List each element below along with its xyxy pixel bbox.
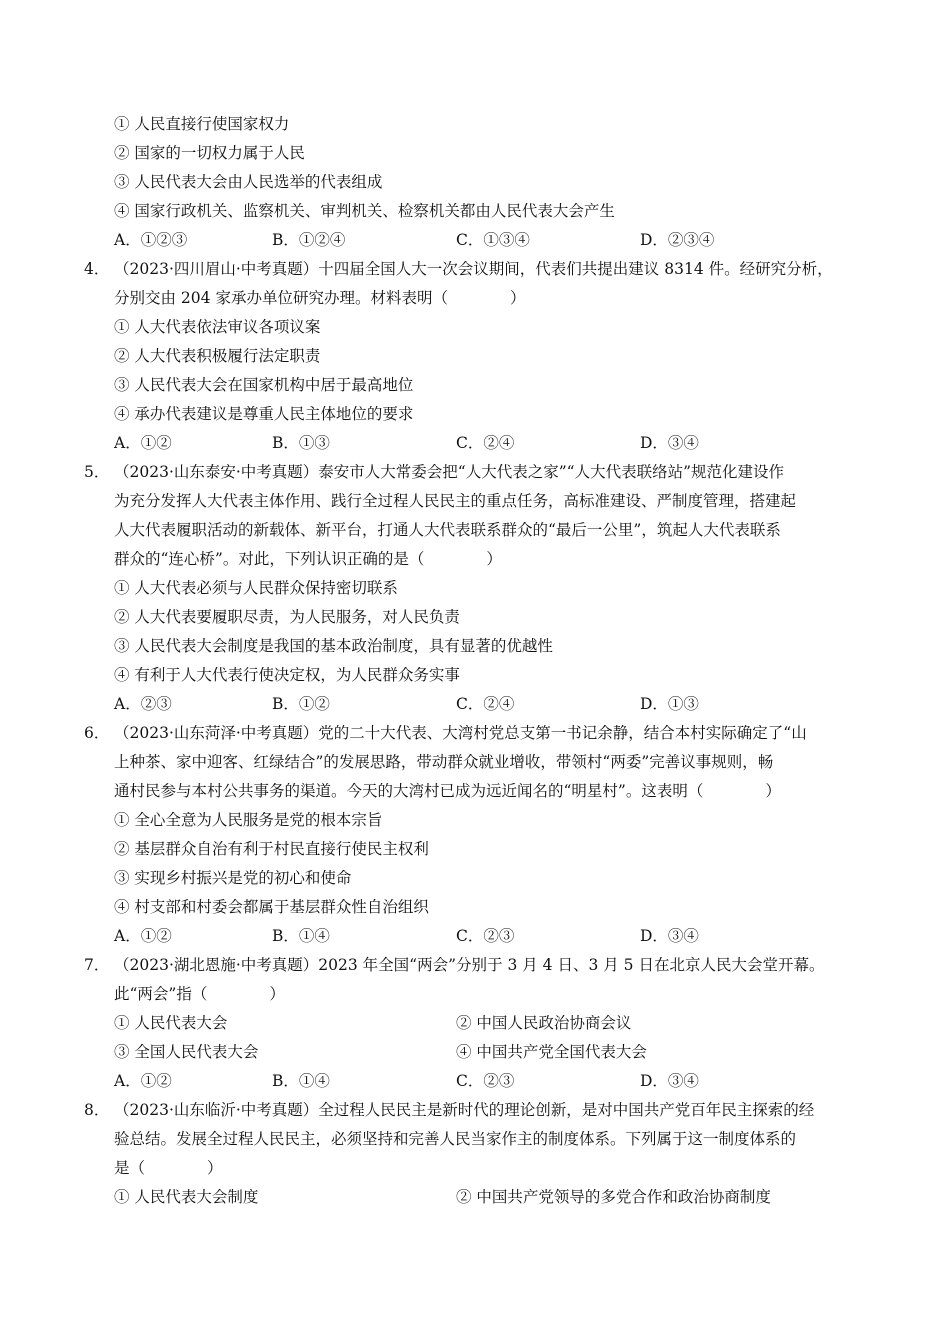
option-b: B．①②④ (272, 231, 346, 249)
choice-item: ④ 中国共产党全国代表大会 (456, 1043, 647, 1061)
answer-options (0, 1067, 950, 1096)
question-8 (0, 1096, 950, 1212)
option-d: D．②③④ (640, 231, 715, 249)
choice-item: ② 人大代表积极履行法定职责 (114, 347, 321, 365)
choice-item: ③ 人民代表大会在国家机构中居于最高地位 (114, 376, 414, 394)
choice-item: ① 人大代表必须与人民群众保持密切联系 (114, 579, 398, 597)
option-d: D．③④ (640, 434, 699, 452)
option-a: A．①②③ (114, 231, 188, 249)
choice-item: ② 基层群众自治有利于村民直接行使民主权利 (114, 840, 429, 858)
question-stem-line (0, 951, 950, 980)
question-stem-line: 分别交由 204 家承办单位研究办理。材料表明（ ） (114, 289, 526, 307)
option-a: A．①② (114, 1072, 172, 1090)
question-stem-line: 验总结。发展全过程人民民主，必须坚持和完善人民当家作主的制度体系。下列属于这一制度体系的 (114, 1130, 797, 1148)
choice-item: ② 国家的一切权力属于人民 (114, 144, 305, 162)
question-text: （2023·湖北恩施·中考真题）2023 年全国“两会”分别于 3 月 4 日、3 月 5 日在北京人民大会堂开幕。 (114, 956, 825, 974)
question-6 (0, 719, 950, 951)
question-5 (0, 458, 950, 719)
choice-row (0, 1009, 950, 1038)
option-b: B．①④ (272, 927, 330, 945)
question-stem-line: 此“两会”指（ ） (114, 985, 285, 1003)
option-b: B．①③ (272, 434, 330, 452)
option-c: C．②③ (456, 927, 515, 945)
choice-item: ① 人民代表大会制度 (114, 1188, 259, 1206)
question-stem-line (0, 458, 950, 487)
answer-options (0, 226, 950, 255)
question-number: 7． (84, 956, 110, 974)
option-c: C．②④ (456, 695, 515, 713)
choice-item: ② 中国共产党领导的多党合作和政治协商制度 (456, 1188, 771, 1206)
choice-item: ① 人大代表依法审议各项议案 (114, 318, 321, 336)
option-d: D．①③ (640, 695, 699, 713)
question-number: 6． (84, 724, 110, 742)
question-stem-line: 是（ ） (114, 1159, 223, 1177)
answer-options (0, 922, 950, 951)
choice-item: ④ 承办代表建议是尊重人民主体地位的要求 (114, 405, 414, 423)
question-stem-line (0, 719, 950, 748)
choice-row (0, 1183, 950, 1212)
choice-item: ② 中国人民政治协商会议 (456, 1014, 632, 1032)
option-a: A．②③ (114, 695, 172, 713)
choice-item: ③ 实现乡村振兴是党的初心和使命 (114, 869, 352, 887)
choice-item: ④ 国家行政机关、监察机关、审判机关、检察机关都由人民代表大会产生 (114, 202, 615, 220)
question-number: 4． (84, 260, 110, 278)
answer-options (0, 429, 950, 458)
question-4 (0, 255, 950, 458)
question-stem-line: 上种茶、家中迎客、红绿结合”的发展思路，带动群众就业增收，带领村“两委”完善议事规则，畅 (114, 753, 774, 771)
choice-item: ③ 人民代表大会由人民选举的代表组成 (114, 173, 383, 191)
question-text: （2023·四川眉山·中考真题）十四届全国人大一次会议期间，代表们共提出建议 8314 件。经研究分析， (114, 260, 833, 278)
question-text: （2023·山东泰安·中考真题）泰安市人大常委会把“人大代表之家”“人大代表联络站”规范化建设作 (114, 463, 784, 481)
choice-item: ③ 人民代表大会制度是我国的基本政治制度，具有显著的优越性 (114, 637, 553, 655)
question-stem-line: 通村民参与本村公共事务的渠道。今天的大湾村已成为远近闻名的“明星村”。这表明（ ） (114, 782, 781, 800)
choice-item: ④ 有利于人大代表行使决定权，为人民群众务实事 (114, 666, 460, 684)
option-a: A．①② (114, 434, 172, 452)
question-stem-line (0, 1096, 950, 1125)
choice-item: ① 全心全意为人民服务是党的根本宗旨 (114, 811, 383, 829)
question-stem-line: 人大代表履职活动的新载体、新平台，打通人大代表联系群众的“最后一公里”，筑起人大代表联系 (114, 521, 781, 539)
question-number: 5． (84, 463, 110, 481)
option-c: C．①③④ (456, 231, 530, 249)
question-number: 8． (84, 1101, 110, 1119)
question-7 (0, 951, 950, 1096)
choice-item: ④ 村支部和村委会都属于基层群众性自治组织 (114, 898, 429, 916)
question-stem-line: 群众的“连心桥”。对此，下列认识正确的是（ ） (114, 550, 502, 568)
answer-options (0, 690, 950, 719)
option-b: B．①④ (272, 1072, 330, 1090)
choice-item: ① 人民代表大会 (114, 1014, 228, 1032)
choice-row (0, 1038, 950, 1067)
choice-item: ① 人民直接行使国家权力 (114, 115, 290, 133)
question-stem-line (0, 255, 950, 284)
option-c: C．②④ (456, 434, 515, 452)
question-text: （2023·山东菏泽·中考真题）党的二十大代表、大湾村党总支第一书记余静，结合本村实际确定了“山 (114, 724, 807, 742)
option-b: B．①② (272, 695, 330, 713)
option-c: C．②③ (456, 1072, 515, 1090)
option-d: D．③④ (640, 1072, 699, 1090)
choice-item: ② 人大代表要履职尽责，为人民服务，对人民负责 (114, 608, 460, 626)
choice-item: ③ 全国人民代表大会 (114, 1043, 259, 1061)
option-a: A．①② (114, 927, 172, 945)
document-page (0, 110, 950, 1212)
question-text: （2023·山东临沂·中考真题）全过程人民民主是新时代的理论创新，是对中国共产党百年民主探索的经 (114, 1101, 815, 1119)
question-3 (0, 110, 950, 255)
question-stem-line: 为充分发挥人大代表主体作用、践行全过程人民民主的重点任务，高标准建设、严制度管理，搭建起 (114, 492, 797, 510)
option-d: D．③④ (640, 927, 699, 945)
